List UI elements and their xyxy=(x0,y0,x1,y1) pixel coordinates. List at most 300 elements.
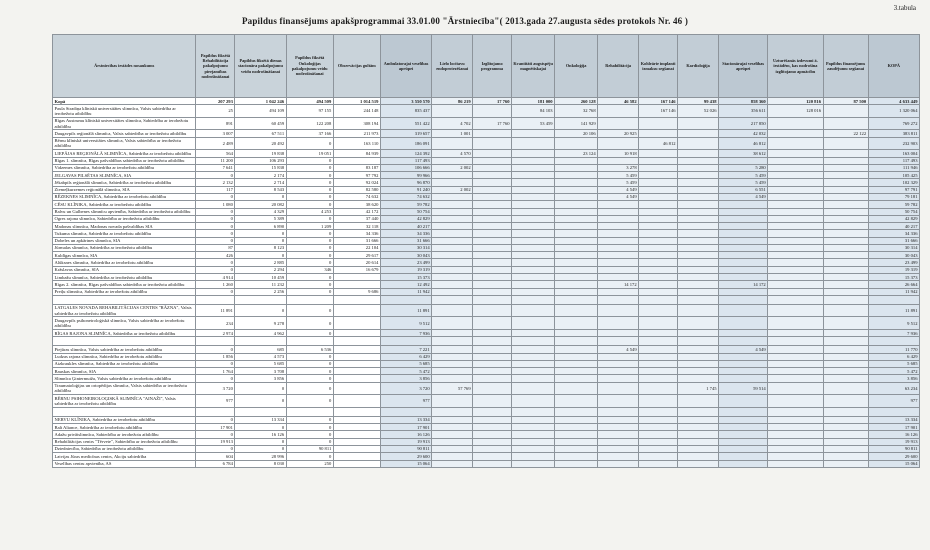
column-header-5: Ambulatorajai veselības aprūpei xyxy=(380,35,431,98)
institution-name-cell: BĒRNU PSIHONEIROLOĢISKĀ SLIMNĪCA "AINAŽI", Valsts sabiedrība ar ierobežotu atbildību xyxy=(53,395,196,408)
value-cell xyxy=(473,460,512,467)
value-cell xyxy=(823,266,868,273)
value-cell: 97 792 xyxy=(333,172,380,179)
value-cell xyxy=(719,237,768,244)
value-cell: 19 838 xyxy=(235,150,286,157)
value-cell xyxy=(598,137,639,150)
value-cell xyxy=(432,424,473,431)
table-row xyxy=(53,172,920,179)
value-cell xyxy=(678,252,719,259)
value-cell xyxy=(555,208,598,215)
value-cell xyxy=(555,424,598,431)
value-cell: 37 166 xyxy=(286,130,333,137)
table-row xyxy=(53,164,920,171)
column-header-11: Kohleārie implanti izmaksu segšanai xyxy=(639,35,678,98)
value-cell: 19 913 xyxy=(868,438,919,445)
value-cell xyxy=(512,281,555,288)
value-cell: 6 890 xyxy=(235,223,286,230)
value-cell: 46 812 xyxy=(639,137,678,150)
value-cell: 1 042 246 xyxy=(235,98,286,105)
value-cell: 97 155 xyxy=(286,105,333,118)
value-cell: 74 632 xyxy=(333,193,380,200)
table-row xyxy=(53,105,920,118)
value-cell xyxy=(768,416,823,423)
value-cell: 5 472 xyxy=(868,368,919,375)
value-cell: 4 253 xyxy=(286,208,333,215)
value-cell: 87 xyxy=(196,244,235,251)
value-cell xyxy=(512,424,555,431)
table-row xyxy=(53,252,920,259)
value-cell xyxy=(380,407,431,416)
value-cell xyxy=(432,416,473,423)
value-cell xyxy=(768,445,823,452)
value-cell: 2 132 xyxy=(196,179,235,186)
value-cell: 42 172 xyxy=(333,208,380,215)
value-cell: 0 xyxy=(196,172,235,179)
value-cell xyxy=(598,105,639,118)
value-cell: 29 617 xyxy=(333,252,380,259)
value-cell xyxy=(555,330,598,337)
value-cell xyxy=(598,431,639,438)
table-row xyxy=(53,353,920,360)
value-cell xyxy=(473,424,512,431)
institution-name-cell: Vidzemes slimnīca, Sabiedrība ar ierobežotu atbildību xyxy=(53,164,196,171)
column-header-4: Observācijas gultām xyxy=(333,35,380,98)
value-cell: 0 xyxy=(235,230,286,237)
value-cell xyxy=(823,201,868,208)
value-cell: 0 xyxy=(286,424,333,431)
value-cell xyxy=(555,193,598,200)
value-cell: 20 925 xyxy=(598,130,639,137)
table-row xyxy=(53,208,920,215)
institution-name-cell: Limbažu slimnīca, Sabiedrība ar ierobežotu atbildību xyxy=(53,274,196,281)
value-cell: 91 240 xyxy=(380,186,431,193)
value-cell xyxy=(678,186,719,193)
value-cell xyxy=(598,460,639,467)
institution-name-cell: Daugavpils psihoneiroloģiskā slimnīca, Valsts sabiedrība ar ierobežotu atbildību xyxy=(53,317,196,330)
table-row xyxy=(53,368,920,375)
value-cell xyxy=(432,431,473,438)
table-row xyxy=(53,288,920,295)
value-cell xyxy=(678,445,719,452)
value-cell xyxy=(432,317,473,330)
column-header-1: Papildus fiksētā Rehabilitācija pakalpojumu pieejamības nodrošināšanai xyxy=(196,35,235,98)
value-cell xyxy=(639,244,678,251)
value-cell xyxy=(432,304,473,317)
value-cell xyxy=(598,360,639,367)
value-cell: 31 666 xyxy=(868,237,919,244)
header-row xyxy=(53,35,920,98)
value-cell xyxy=(768,208,823,215)
value-cell xyxy=(333,368,380,375)
value-cell xyxy=(639,252,678,259)
value-cell: 16 126 xyxy=(380,431,431,438)
value-cell: 141 929 xyxy=(555,117,598,130)
institution-name-cell: Jēkabpils reģionālā slimnīca, Sabiedrība ar ierobežotu atbildību xyxy=(53,179,196,186)
value-cell: 16 679 xyxy=(333,266,380,273)
value-cell: 7 936 xyxy=(380,330,431,337)
value-cell xyxy=(768,215,823,222)
value-cell xyxy=(333,416,380,423)
value-cell xyxy=(768,438,823,445)
value-cell: 2 885 xyxy=(235,259,286,266)
value-cell: 186 091 xyxy=(380,137,431,150)
value-cell xyxy=(868,337,919,346)
table-row xyxy=(53,266,920,273)
value-cell xyxy=(823,193,868,200)
value-cell xyxy=(823,186,868,193)
value-cell: 0 xyxy=(286,172,333,179)
value-cell: 20 082 xyxy=(235,201,286,208)
table-row xyxy=(53,186,920,193)
value-cell: 111 946 xyxy=(868,164,919,171)
institution-name-cell: Bauskas slimnīca, SIA xyxy=(53,368,196,375)
value-cell: 167 146 xyxy=(639,98,678,105)
value-cell: 319 657 xyxy=(380,130,431,137)
column-header-10: Rehabilitācija xyxy=(598,35,639,98)
value-cell: 0 xyxy=(196,237,235,244)
institution-name-cell: CĒSU KLĪNIKA, Sabiedrība ar ierobežotu atbildību xyxy=(53,201,196,208)
value-cell xyxy=(555,360,598,367)
value-cell: 0 xyxy=(196,193,235,200)
value-cell: 13 334 xyxy=(380,416,431,423)
value-cell: 0 xyxy=(286,244,333,251)
value-cell: 59 782 xyxy=(868,201,919,208)
value-cell: 20 614 xyxy=(333,259,380,266)
value-cell xyxy=(639,460,678,467)
value-cell xyxy=(678,259,719,266)
value-cell: 260 128 xyxy=(555,98,598,105)
value-cell xyxy=(432,360,473,367)
value-cell xyxy=(432,105,473,118)
value-cell xyxy=(768,353,823,360)
value-cell xyxy=(678,424,719,431)
value-cell xyxy=(598,395,639,408)
value-cell xyxy=(823,407,868,416)
value-cell xyxy=(473,266,512,273)
value-cell xyxy=(235,295,286,304)
value-cell xyxy=(432,407,473,416)
value-cell: 15 838 xyxy=(235,164,286,171)
value-cell xyxy=(823,172,868,179)
table-row xyxy=(53,237,920,244)
value-cell: 4 962 xyxy=(235,330,286,337)
value-cell: 564 xyxy=(196,150,235,157)
value-cell xyxy=(639,416,678,423)
value-cell: 769 272 xyxy=(868,117,919,130)
value-cell xyxy=(768,346,823,353)
value-cell xyxy=(512,193,555,200)
value-cell xyxy=(555,201,598,208)
value-cell xyxy=(598,375,639,382)
value-cell: 0 xyxy=(196,266,235,273)
value-cell: 46 582 xyxy=(598,98,639,105)
value-cell xyxy=(473,215,512,222)
value-cell xyxy=(598,208,639,215)
value-cell xyxy=(512,330,555,337)
value-cell xyxy=(598,317,639,330)
value-cell xyxy=(823,137,868,150)
value-cell xyxy=(512,353,555,360)
value-cell: 46 812 xyxy=(719,137,768,150)
value-cell: 128 016 xyxy=(768,105,823,118)
value-cell xyxy=(639,295,678,304)
value-cell: 4 570 xyxy=(432,150,473,157)
value-cell xyxy=(639,150,678,157)
value-cell xyxy=(512,407,555,416)
value-cell xyxy=(473,274,512,281)
value-cell xyxy=(286,337,333,346)
value-cell xyxy=(823,150,868,157)
value-cell: 9 512 xyxy=(868,317,919,330)
spacer-row xyxy=(53,337,920,346)
value-cell xyxy=(719,244,768,251)
value-cell xyxy=(678,164,719,171)
institution-name-cell: Daugavpils reģionālā slimnīca, Valsts sabiedrība ar ierobežotu atbildību xyxy=(53,130,196,137)
value-cell xyxy=(823,353,868,360)
value-cell xyxy=(473,317,512,330)
value-cell: 4 573 xyxy=(235,353,286,360)
value-cell: 0 xyxy=(235,237,286,244)
institution-name-cell: Traumatoloģijas un ortopēdijas slimnīca, Valsts sabiedrība ar ierobežotu atbildību xyxy=(53,382,196,395)
value-cell xyxy=(719,360,768,367)
value-cell xyxy=(678,244,719,251)
institution-name-cell: Rīgas 1. slimnīca, Rīgas pašvaldības sabiedrība ar ierobežotu atbildību xyxy=(53,157,196,164)
institution-name-cell xyxy=(53,295,196,304)
value-cell xyxy=(639,281,678,288)
value-cell xyxy=(639,353,678,360)
value-cell: 34 336 xyxy=(380,230,431,237)
value-cell: 17 760 xyxy=(473,98,512,105)
value-cell: 0 xyxy=(286,416,333,423)
value-cell xyxy=(473,337,512,346)
value-cell xyxy=(555,337,598,346)
value-cell xyxy=(678,407,719,416)
value-cell: 3 278 xyxy=(598,164,639,171)
value-cell xyxy=(555,164,598,171)
value-cell xyxy=(823,304,868,317)
table-row xyxy=(53,223,920,230)
value-cell xyxy=(555,407,598,416)
column-header-0: Ārstniecības iestādes nosaukums xyxy=(53,35,196,98)
value-cell xyxy=(719,266,768,273)
value-cell: 31 666 xyxy=(333,237,380,244)
value-cell: 4 549 xyxy=(598,346,639,353)
value-cell xyxy=(639,186,678,193)
value-cell: 2 489 xyxy=(196,137,235,150)
value-cell xyxy=(432,330,473,337)
value-cell xyxy=(823,382,868,395)
value-cell xyxy=(868,407,919,416)
value-cell: 19 319 xyxy=(380,266,431,273)
value-cell: 3 720 xyxy=(380,382,431,395)
value-cell xyxy=(333,382,380,395)
value-cell xyxy=(768,360,823,367)
value-cell xyxy=(333,281,380,288)
value-cell: 207 293 xyxy=(196,98,235,105)
value-cell xyxy=(473,201,512,208)
value-cell: 50 754 xyxy=(868,208,919,215)
value-cell xyxy=(473,295,512,304)
value-cell: 9 512 xyxy=(380,317,431,330)
value-cell xyxy=(196,337,235,346)
value-cell xyxy=(678,288,719,295)
value-cell xyxy=(639,368,678,375)
value-cell: 0 xyxy=(286,375,333,382)
value-cell xyxy=(823,438,868,445)
value-cell: 29 600 xyxy=(380,453,431,460)
value-cell xyxy=(473,407,512,416)
value-cell: 0 xyxy=(235,304,286,317)
table-row xyxy=(53,98,920,105)
value-cell: 90 811 xyxy=(868,445,919,452)
value-cell: 13 334 xyxy=(868,416,919,423)
value-cell xyxy=(639,337,678,346)
value-cell xyxy=(555,382,598,395)
value-cell: 4 329 xyxy=(235,208,286,215)
value-cell xyxy=(639,445,678,452)
value-cell: 40 217 xyxy=(380,223,431,230)
value-cell xyxy=(512,164,555,171)
value-cell xyxy=(512,337,555,346)
value-cell: 20 492 xyxy=(235,137,286,150)
value-cell xyxy=(598,337,639,346)
value-cell xyxy=(719,157,768,164)
table-container xyxy=(52,34,922,468)
value-cell xyxy=(678,179,719,186)
value-cell: 11 770 xyxy=(868,346,919,353)
value-cell xyxy=(678,137,719,150)
value-cell xyxy=(823,164,868,171)
table-row xyxy=(53,179,920,186)
value-cell: 0 xyxy=(196,445,235,452)
value-cell xyxy=(512,179,555,186)
value-cell xyxy=(598,201,639,208)
value-cell xyxy=(333,274,380,281)
value-cell xyxy=(512,237,555,244)
value-cell: 17 760 xyxy=(473,117,512,130)
value-cell xyxy=(598,117,639,130)
value-cell xyxy=(768,330,823,337)
value-cell xyxy=(719,215,768,222)
value-cell: 0 xyxy=(286,186,333,193)
value-cell xyxy=(473,230,512,237)
value-cell xyxy=(333,346,380,353)
value-cell: 0 xyxy=(196,346,235,353)
value-cell: 53 459 xyxy=(512,117,555,130)
value-cell: 99 966 xyxy=(380,172,431,179)
value-cell xyxy=(719,407,768,416)
table-row xyxy=(53,157,920,164)
value-cell: 5 685 xyxy=(380,360,431,367)
value-cell: 1 209 xyxy=(286,223,333,230)
value-cell xyxy=(678,295,719,304)
value-cell xyxy=(823,346,868,353)
value-cell: 0 xyxy=(286,274,333,281)
value-cell xyxy=(823,337,868,346)
value-cell: 23 499 xyxy=(380,259,431,266)
value-cell: 6 784 xyxy=(196,460,235,467)
value-cell: 0 xyxy=(286,368,333,375)
value-cell xyxy=(768,137,823,150)
value-cell xyxy=(598,368,639,375)
institution-name-cell: Ziemeļkurzemes reģionālā slimnīca, SIA xyxy=(53,186,196,193)
value-cell xyxy=(598,438,639,445)
value-cell xyxy=(333,424,380,431)
value-cell xyxy=(432,337,473,346)
value-cell xyxy=(432,252,473,259)
value-cell xyxy=(432,438,473,445)
value-cell xyxy=(639,130,678,137)
value-cell: 2 002 xyxy=(432,164,473,171)
value-cell xyxy=(719,223,768,230)
value-cell xyxy=(768,266,823,273)
table-body xyxy=(53,98,920,468)
value-cell: 83 187 xyxy=(333,164,380,171)
value-cell: 38 620 xyxy=(333,201,380,208)
value-cell xyxy=(598,445,639,452)
value-cell: 3 720 xyxy=(196,382,235,395)
value-cell xyxy=(678,208,719,215)
value-cell xyxy=(719,431,768,438)
value-cell: 977 xyxy=(380,395,431,408)
value-cell: 19 051 xyxy=(286,150,333,157)
value-cell xyxy=(678,416,719,423)
value-cell xyxy=(432,237,473,244)
value-cell: 11 942 xyxy=(380,288,431,295)
value-cell: 7 221 xyxy=(380,346,431,353)
value-cell xyxy=(333,317,380,330)
value-cell xyxy=(639,424,678,431)
institution-name-cell: Alūksnes slimnīca, Sabiedrība ar ierobežotu atbildību xyxy=(53,259,196,266)
institution-name-cell: Latvijas Jūras medicīnas centrs, Akciju sabiedrība xyxy=(53,453,196,460)
column-header-9: Onkoloģija xyxy=(555,35,598,98)
value-cell: 1 014 519 xyxy=(333,98,380,105)
value-cell xyxy=(286,407,333,416)
table-row xyxy=(53,259,920,266)
value-cell xyxy=(555,172,598,179)
value-cell: 67 511 xyxy=(235,130,286,137)
value-cell: 8 543 xyxy=(235,186,286,193)
institution-name-cell: Madonas slimnīca, Madonas novada pašvaldības SIA xyxy=(53,223,196,230)
value-cell xyxy=(639,193,678,200)
institution-name-cell: Paula Stradiņa klīniskā universitātes slimnīca, Valsts sabiedrība ar ierobežotu atbildību xyxy=(53,105,196,118)
value-cell: 14 172 xyxy=(598,281,639,288)
table-row xyxy=(53,382,920,395)
value-cell: 106 666 xyxy=(380,164,431,171)
value-cell xyxy=(333,453,380,460)
value-cell xyxy=(512,201,555,208)
value-cell: 2 714 xyxy=(235,179,286,186)
value-cell: 685 xyxy=(235,346,286,353)
value-cell xyxy=(512,445,555,452)
value-cell xyxy=(719,259,768,266)
value-cell xyxy=(678,453,719,460)
value-cell xyxy=(823,223,868,230)
value-cell xyxy=(512,252,555,259)
institution-name-cell: Piejūras slimnīca, Valsts sabiedrība ar ierobežotu atbildību xyxy=(53,346,196,353)
value-cell: 0 xyxy=(286,360,333,367)
value-cell xyxy=(639,288,678,295)
table-number-label: 3.tabula xyxy=(893,4,916,12)
value-cell: 19 913 xyxy=(196,438,235,445)
value-cell xyxy=(512,360,555,367)
value-cell xyxy=(512,295,555,304)
value-cell: 3 550 570 xyxy=(380,98,431,105)
value-cell: 11 891 xyxy=(380,304,431,317)
value-cell: 8 030 xyxy=(235,460,286,467)
value-cell xyxy=(823,424,868,431)
